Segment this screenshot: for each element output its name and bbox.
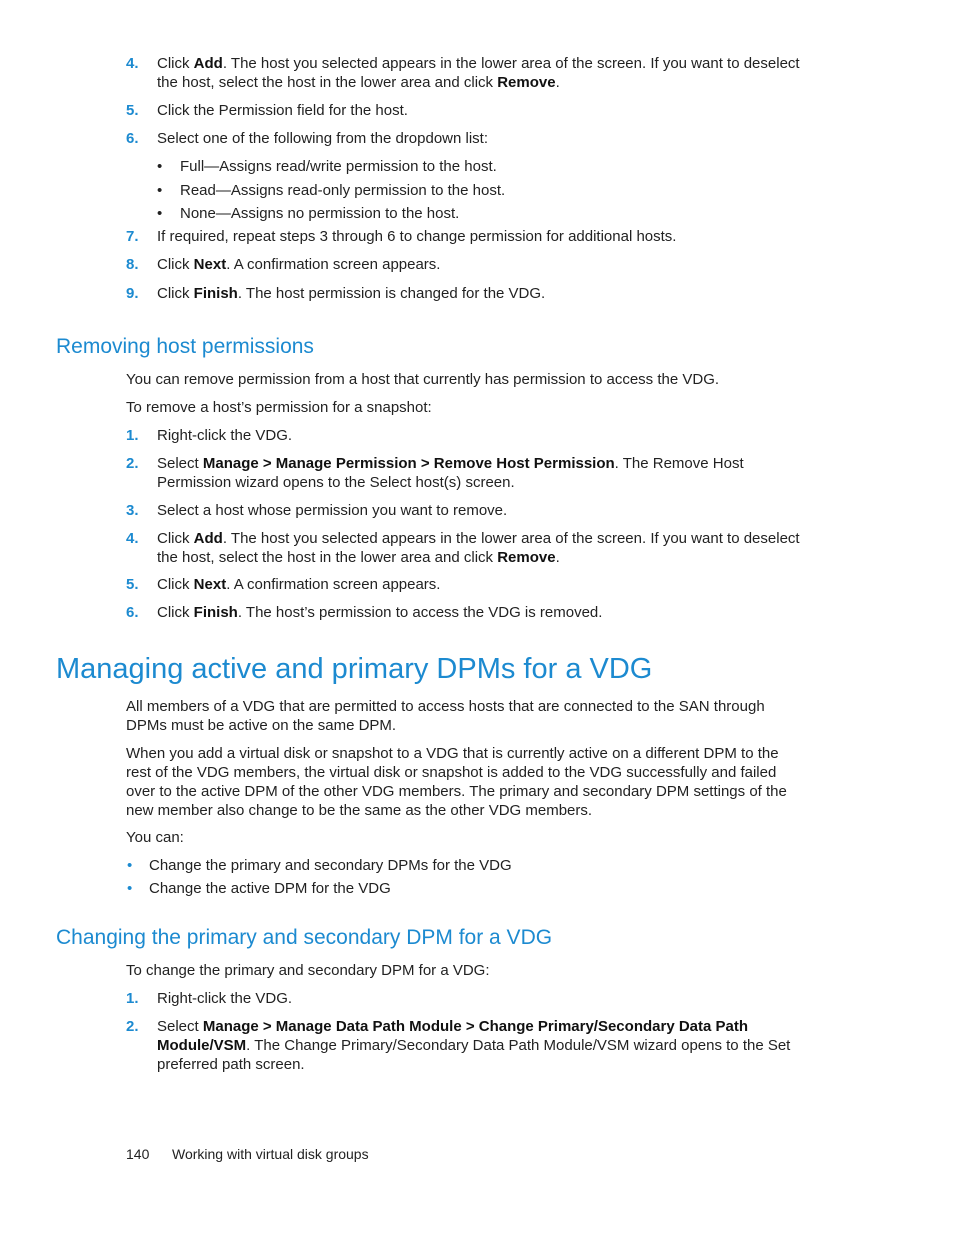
step-number: 6. [126,604,139,621]
step-text: Click Next. A confirmation screen appears. [157,256,441,273]
bullet-text: Full—Assigns read/write permission to the host. [180,158,497,175]
chapter-heading-managing: Managing active and primary DPMs for a VDG [56,653,653,685]
bullet-text: Change the active DPM for the VDG [149,880,391,897]
bullet-marker: • [157,205,163,222]
bullet-marker: • [157,182,163,199]
step-number: 4. [126,55,139,72]
bullet-marker: • [127,880,133,897]
step-text: Right-click the VDG. [157,990,293,1007]
step-text: Click Next. A confirmation screen appears. [157,576,441,593]
step-number: 7. [126,228,139,245]
step-text: Click Add. The host you selected appears in the lower area of the screen. If you want to deselect the host, select the host in the lower area and click Remove. [157,530,800,566]
step-text: Click the Permission field for the host. [157,102,408,119]
bullet-marker: • [157,158,163,175]
step-text: Select Manage > Manage Data Path Module > Change Primary/Secondary Data Path Module/VSM. The Change Primary/Secondary Data Path Module/VSM wizard opens to the Set preferred path screen. [157,1018,791,1073]
step-text: Select Manage > Manage Permission > Remove Host Permission. The Remove Host Permission wizard opens to the Select host(s) screen. [157,455,744,491]
step-text: Select a host whose permission you want to remove. [157,502,508,519]
step-number: 8. [126,256,139,273]
step-text: If required, repeat steps 3 through 6 to change permission for additional hosts. [157,228,677,245]
page-number: 140 [126,1146,150,1162]
bullet-marker: • [127,857,133,874]
paragraph: All members of a VDG that are permitted to access hosts that are connected to the SAN through DPMs must be active on the same DPM. [126,698,765,734]
section-heading-removing: Removing host permissions [56,335,314,358]
step-text: Right-click the VDG. [157,427,293,444]
step-number: 6. [126,130,139,147]
step-number: 9. [126,285,139,302]
paragraph: You can remove permission from a host that currently has permission to access the VDG. [126,371,720,388]
footer-chapter-title: Working with virtual disk groups [172,1146,369,1162]
step-text: Click Finish. The host permission is changed for the VDG. [157,285,546,302]
bullet-text: None—Assigns no permission to the host. [180,205,460,222]
paragraph: You can: [126,829,184,846]
step-number: 2. [126,1018,139,1035]
step-number: 5. [126,576,139,593]
step-number: 5. [126,102,139,119]
section-heading-changing: Changing the primary and secondary DPM for a VDG [56,926,553,949]
step-number: 1. [126,990,139,1007]
paragraph: To change the primary and secondary DPM for a VDG: [126,962,490,979]
bullet-text: Change the primary and secondary DPMs for the VDG [149,857,512,874]
step-text: Select one of the following from the dropdown list: [157,130,489,147]
step-number: 4. [126,530,139,547]
bullet-text: Read—Assigns read-only permission to the host. [180,182,506,199]
step-number: 1. [126,427,139,444]
step-text: Click Add. The host you selected appears in the lower area of the screen. If you want to deselect the host, select the host in the lower area and click Remove. [157,55,800,91]
step-number: 2. [126,455,139,472]
paragraph: To remove a host’s permission for a snapshot: [126,399,432,416]
paragraph: When you add a virtual disk or snapshot to a VDG that is currently active on a different DPM to the rest of the VDG members, the virtual disk or snapshot is added to the VDG successfully and failed over to the active DPM of the other VDG members. The primary and secondary DPM settings of the new member also change to be the same as the other VDG members. [126,745,787,819]
step-text: Click Finish. The host’s permission to access the VDG is removed. [157,604,603,621]
step-number: 3. [126,502,139,519]
